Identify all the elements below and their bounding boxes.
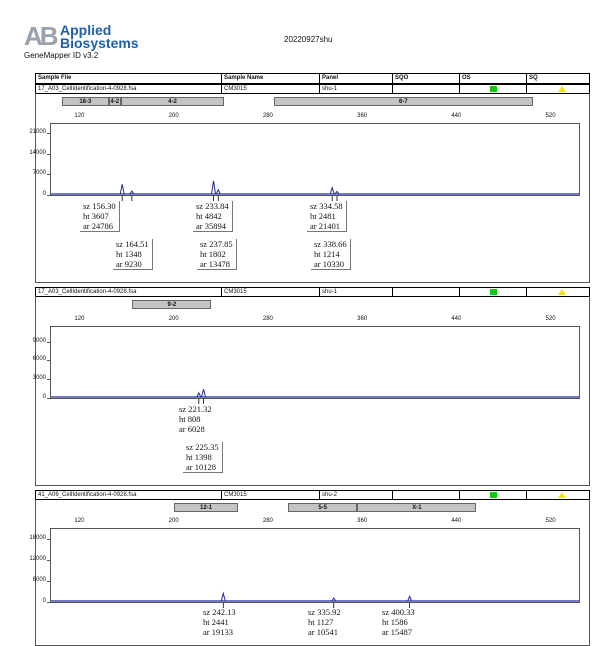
peak-sz-value: 164.51 (125, 239, 149, 249)
y-tick-label: 9000 (32, 337, 46, 344)
y-tick-label: 0 (42, 394, 46, 400)
peak-sz-prefix: sz (116, 239, 126, 249)
allele-bin[interactable]: 6-7 (274, 97, 533, 106)
peak-sz-prefix: sz (83, 201, 93, 211)
peak-ar-prefix: ar (308, 627, 317, 637)
peak-ar-line (308, 627, 341, 637)
allele-peak[interactable] (221, 593, 225, 601)
allele-bin[interactable]: 4-2 (121, 97, 225, 106)
col-sample-file: Sample File (38, 75, 72, 81)
software-version: GeneMapper ID v3.2 (24, 51, 99, 60)
peak-ar-value: 10541 (316, 627, 338, 637)
peak-ar-value: 10128 (194, 462, 216, 472)
y-tick-label: 3000 (32, 375, 46, 382)
peak-ht-value: 2441 (211, 617, 229, 627)
peak-ar-prefix: ar (186, 462, 195, 472)
peak-ar-value: 35894 (204, 221, 226, 231)
y-tick-label: 6000 (32, 576, 46, 583)
peak-ht-prefix: ht (186, 452, 195, 462)
peak-ar-prefix: ar (200, 259, 209, 269)
brand-line-1: Applied (60, 22, 112, 38)
y-tick-label: 6000 (32, 356, 46, 363)
x-tick-label: 120 (74, 316, 85, 322)
peak-ht-prefix: ht (179, 414, 188, 424)
peak-sz-value: 338.66 (323, 239, 347, 249)
peak-ar-prefix: ar (203, 627, 212, 637)
peak-label[interactable] (382, 607, 415, 637)
x-tick-label: 360 (357, 113, 368, 119)
peak-ar-value: 6028 (187, 424, 205, 434)
peak-sz-line (203, 607, 236, 617)
peak-ar-prefix: ar (83, 221, 92, 231)
sample-name: CM3015 (221, 491, 319, 499)
sample-name: CM3015 (221, 85, 319, 93)
peak-sz-prefix: sz (308, 607, 318, 617)
x-tick-label: 520 (545, 518, 556, 524)
peak-ar-prefix: ar (382, 627, 391, 637)
x-tick-label: 440 (451, 113, 462, 119)
x-tick-label: 200 (168, 113, 179, 119)
peak-sz-prefix: sz (382, 607, 392, 617)
col-os: OS (459, 74, 526, 83)
peak-ht-prefix: ht (116, 249, 125, 259)
x-tick-label: 360 (357, 316, 368, 322)
peak-label[interactable] (308, 607, 341, 637)
allele-bin[interactable]: 18-3 (62, 97, 109, 106)
y-tick-label: 14000 (29, 149, 46, 156)
peak-ht-value: 1214 (322, 249, 340, 259)
peak-sz-value: 237.85 (209, 239, 233, 249)
x-tick-label: 280 (262, 316, 273, 322)
peak-ht-prefix: ht (314, 249, 323, 259)
peak-sz-prefix: sz (196, 201, 206, 211)
peak-ar-value: 13478 (208, 259, 230, 269)
col-sqo: SQO (392, 74, 459, 83)
peak-ht-value: 1586 (390, 617, 408, 627)
y-tick-label: 0 (42, 191, 46, 197)
peak-ht-value: 1802 (208, 249, 226, 259)
peak-sz-value: 233.84 (205, 201, 229, 211)
peak-ar-prefix: ar (196, 221, 205, 231)
peak-ar-line (203, 627, 236, 637)
peak-ht-prefix: ht (83, 211, 92, 221)
peak-sz-value: 225.35 (195, 442, 219, 452)
x-tick-label: 120 (74, 113, 85, 119)
peak-ht-value: 4842 (204, 211, 222, 221)
peak-ar-value: 24786 (91, 221, 113, 231)
y-tick-label: 18000 (29, 534, 46, 541)
peak-ar-line (382, 627, 415, 637)
peak-sz-value: 335.92 (317, 607, 341, 617)
peak-sz-prefix: sz (314, 239, 324, 249)
sample-file-name: 41_A06_CellIdentification-4-0928.fsa (38, 492, 137, 498)
peak-ht-line (382, 617, 415, 627)
panel-name: shu-2 (319, 491, 392, 499)
peak-ht-value: 3607 (91, 211, 109, 221)
y-tick-label: 0 (42, 598, 46, 604)
peak-sz-value: 400.33 (391, 607, 415, 617)
peak-sz-line (382, 607, 415, 617)
peak-ht-prefix: ht (200, 249, 209, 259)
panel-name: shu-1 (319, 288, 392, 296)
allele-bin[interactable]: 4-2 (110, 99, 120, 105)
panel-name: shu-1 (319, 85, 392, 93)
x-tick-label: 520 (545, 113, 556, 119)
peak-sz-value: 221.32 (188, 404, 212, 414)
peak-ht-prefix: ht (308, 617, 317, 627)
allele-bin[interactable]: 9-2 (132, 300, 211, 309)
x-tick-label: 360 (357, 518, 368, 524)
peak-ht-value: 1127 (316, 617, 334, 627)
col-panel: Panel (319, 74, 392, 83)
x-tick-label: 280 (262, 113, 273, 119)
peak-ht-value: 808 (187, 414, 201, 424)
x-tick-label: 280 (262, 518, 273, 524)
peak-ar-prefix: ar (310, 221, 319, 231)
peak-ht-line (308, 617, 341, 627)
run-name: 20220927shu (284, 35, 333, 44)
allele-bin[interactable]: 12-1 (174, 503, 239, 512)
allele-peak[interactable] (408, 596, 412, 601)
sample-file-name: 17_A03_CellIdentification-4-0928.fsa (38, 289, 137, 295)
peak-ar-value: 19133 (211, 627, 233, 637)
y-tick-label: 7000 (32, 170, 46, 177)
peak-sz-value: 156.30 (92, 201, 116, 211)
peak-ht-prefix: ht (203, 617, 212, 627)
peak-ar-value: 21401 (318, 221, 340, 231)
peak-ar-value: 9230 (124, 259, 142, 269)
peak-ht-line (203, 617, 236, 627)
peak-ht-prefix: ht (196, 211, 205, 221)
peak-sz-prefix: sz (186, 442, 196, 452)
peak-ar-value: 15487 (390, 627, 412, 637)
peak-sz-line (308, 607, 341, 617)
peak-ht-value: 1348 (124, 249, 142, 259)
peak-ht-prefix: ht (382, 617, 391, 627)
sample-name: CM3015 (221, 288, 319, 296)
peak-ar-prefix: ar (116, 259, 125, 269)
allele-bin[interactable]: X-1 (357, 503, 476, 512)
x-tick-label: 120 (74, 518, 85, 524)
x-tick-label: 440 (451, 316, 462, 322)
peak-ht-prefix: ht (310, 211, 319, 221)
peak-sz-prefix: sz (179, 404, 189, 414)
peak-ht-value: 1398 (194, 452, 212, 462)
peak-ht-value: 2481 (318, 211, 336, 221)
x-tick-label: 520 (545, 316, 556, 322)
peak-sz-prefix: sz (203, 607, 213, 617)
brand-line-2: Biosystems (60, 35, 139, 51)
applied-biosystems-logo-mark: AB (24, 21, 56, 51)
y-tick-label: 21000 (29, 129, 46, 136)
peak-sz-value: 242.13 (212, 607, 236, 617)
peak-ar-prefix: ar (179, 424, 188, 434)
col-sq: SQ (526, 74, 589, 83)
peak-ar-prefix: ar (314, 259, 323, 269)
x-tick-label: 200 (168, 518, 179, 524)
peak-sz-prefix: sz (200, 239, 210, 249)
allele-bin[interactable]: 5-5 (288, 503, 357, 512)
peak-ar-value: 10330 (322, 259, 344, 269)
peak-sz-prefix: sz (310, 201, 320, 211)
x-tick-label: 440 (451, 518, 462, 524)
x-tick-label: 200 (168, 316, 179, 322)
peak-label[interactable] (203, 607, 236, 637)
sample-file-name: 17_A03_CellIdentification-4-0928.fsa (38, 86, 137, 92)
y-tick-label: 12000 (29, 555, 46, 562)
peak-sz-value: 334.58 (319, 201, 343, 211)
col-sample-name: Sample Name (221, 74, 319, 83)
